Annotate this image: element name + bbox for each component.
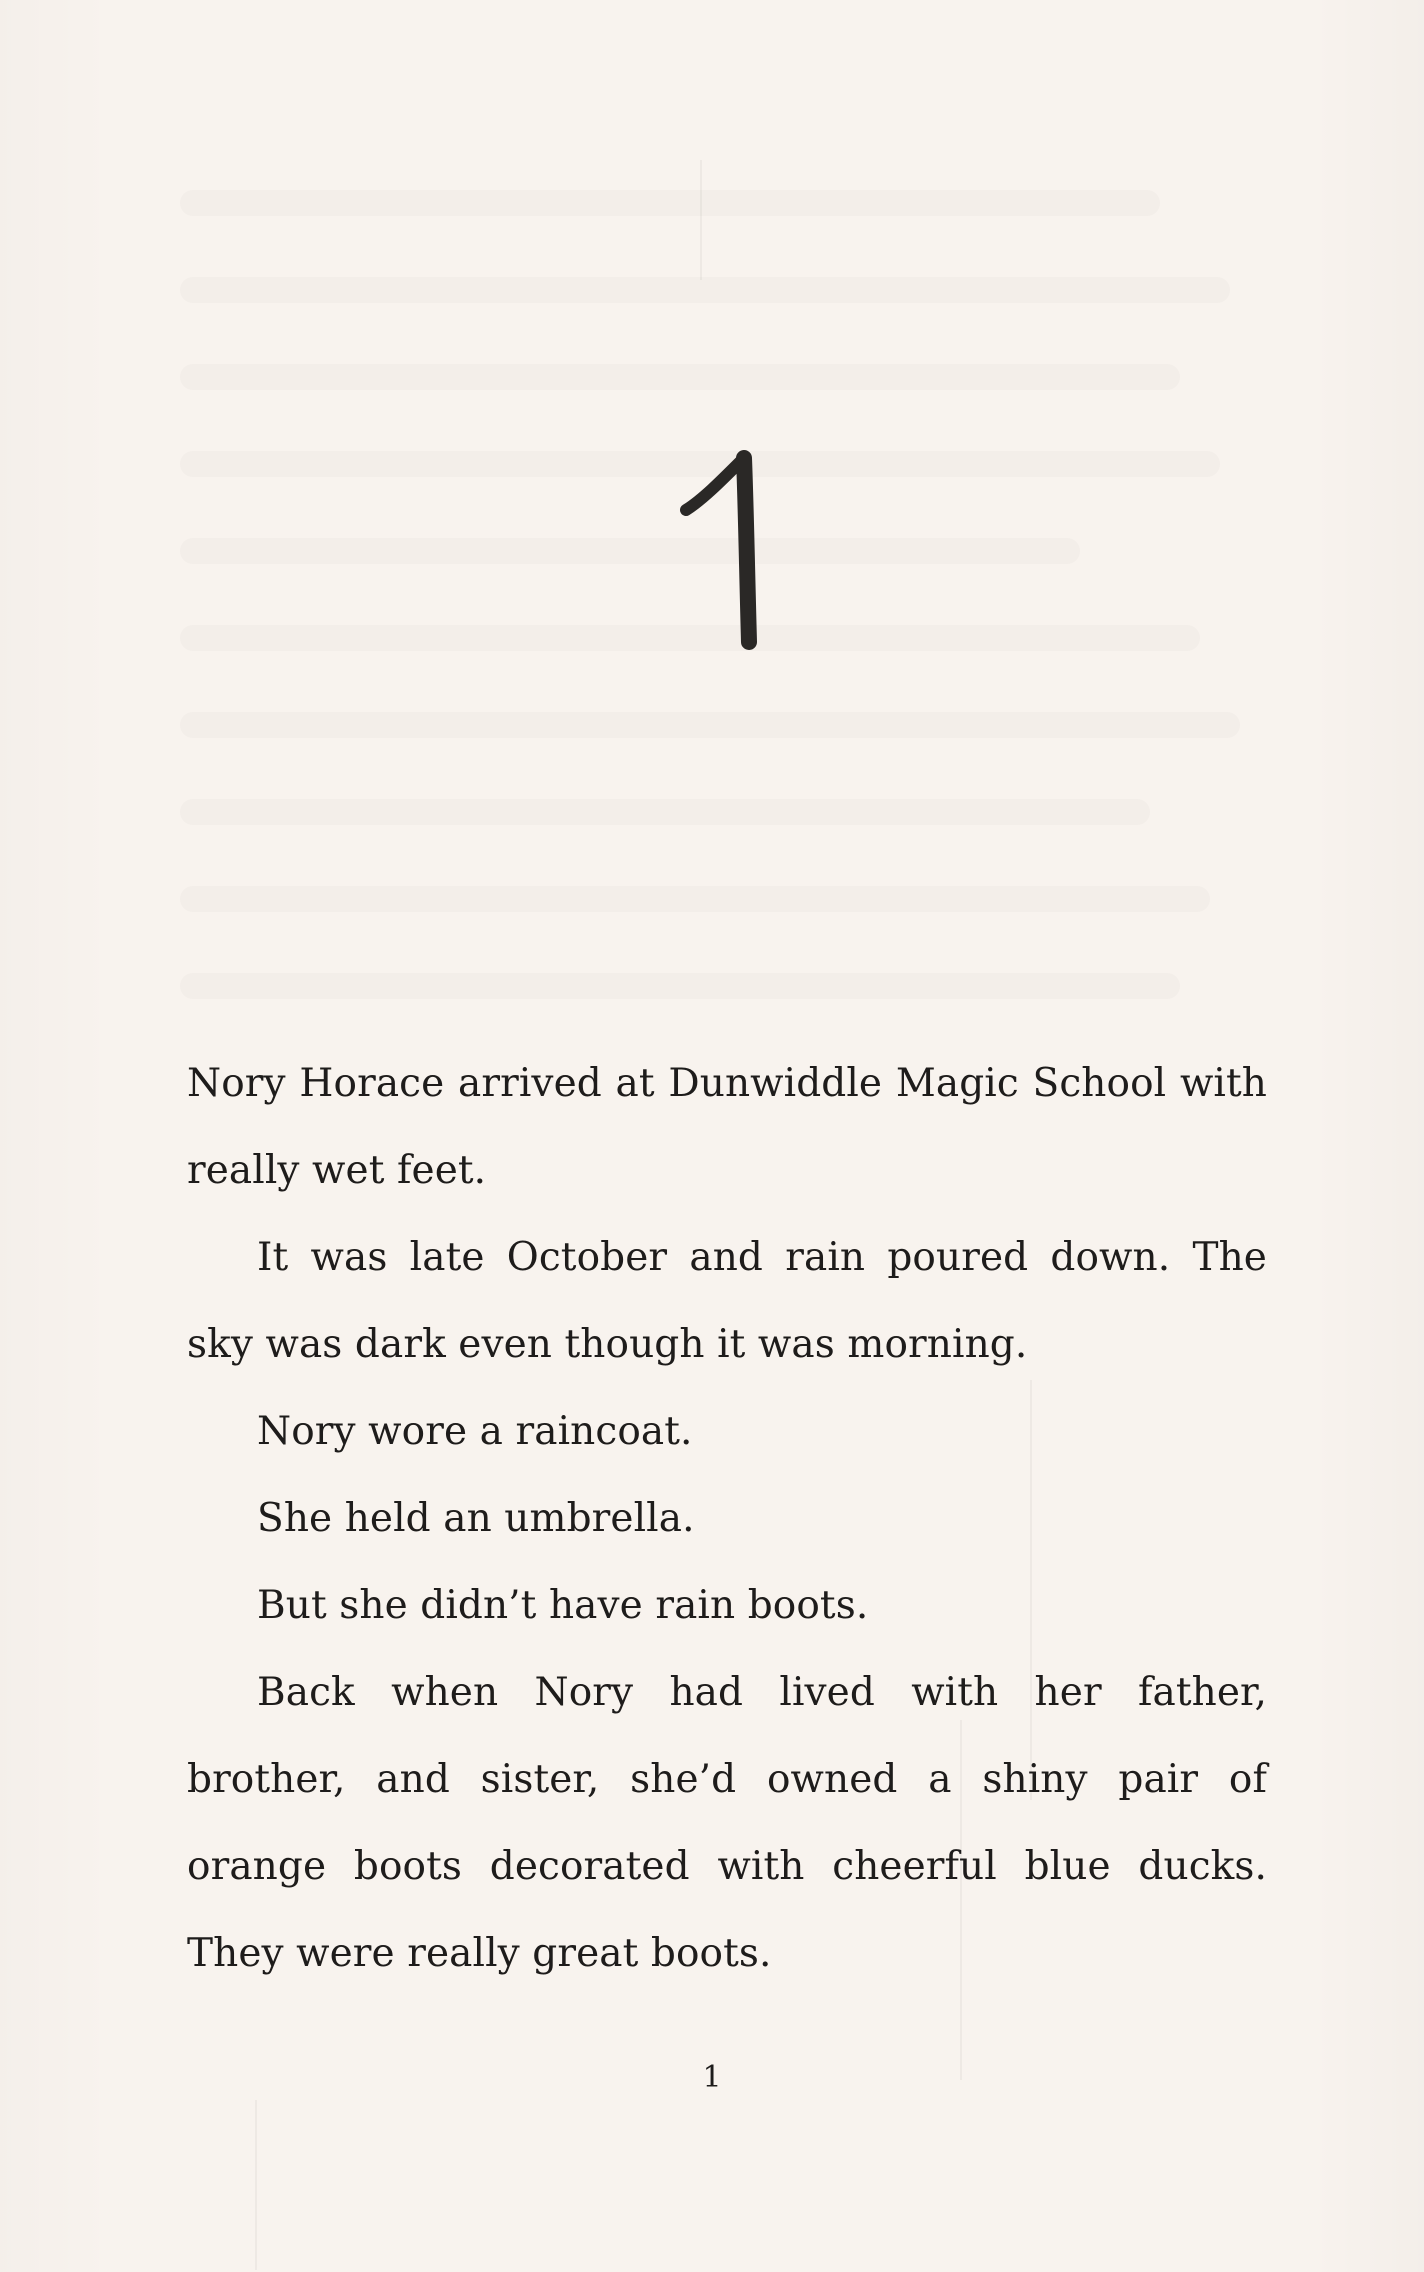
paragraph: Nory Horace arrived at Dunwiddle Magic School with really wet feet.	[187, 1061, 1267, 1193]
paragraph: It was late October and rain poured down. The sky was dark even though it was morning.	[187, 1235, 1267, 1367]
paragraph: She held an umbrella.	[257, 1496, 695, 1541]
paragraph: Nory wore a raincoat.	[257, 1409, 693, 1454]
paragraph: Back when Nory had lived with her father, brother, and sister, she’d owned a shiny pair of orange boots decorated with cheerful blue ducks. They were really great boots.	[187, 1670, 1267, 1976]
chapter-number	[0, 430, 1424, 670]
paper-crease	[255, 2100, 257, 2270]
paragraph: But she didn’t have rain boots.	[257, 1583, 869, 1628]
chapter-body	[187, 1040, 1267, 1997]
chapter-number-text	[0, 430, 1, 431]
chapter-number-glyph	[672, 430, 792, 670]
page-number: 1	[702, 2060, 722, 2095]
paper-crease	[700, 160, 702, 280]
